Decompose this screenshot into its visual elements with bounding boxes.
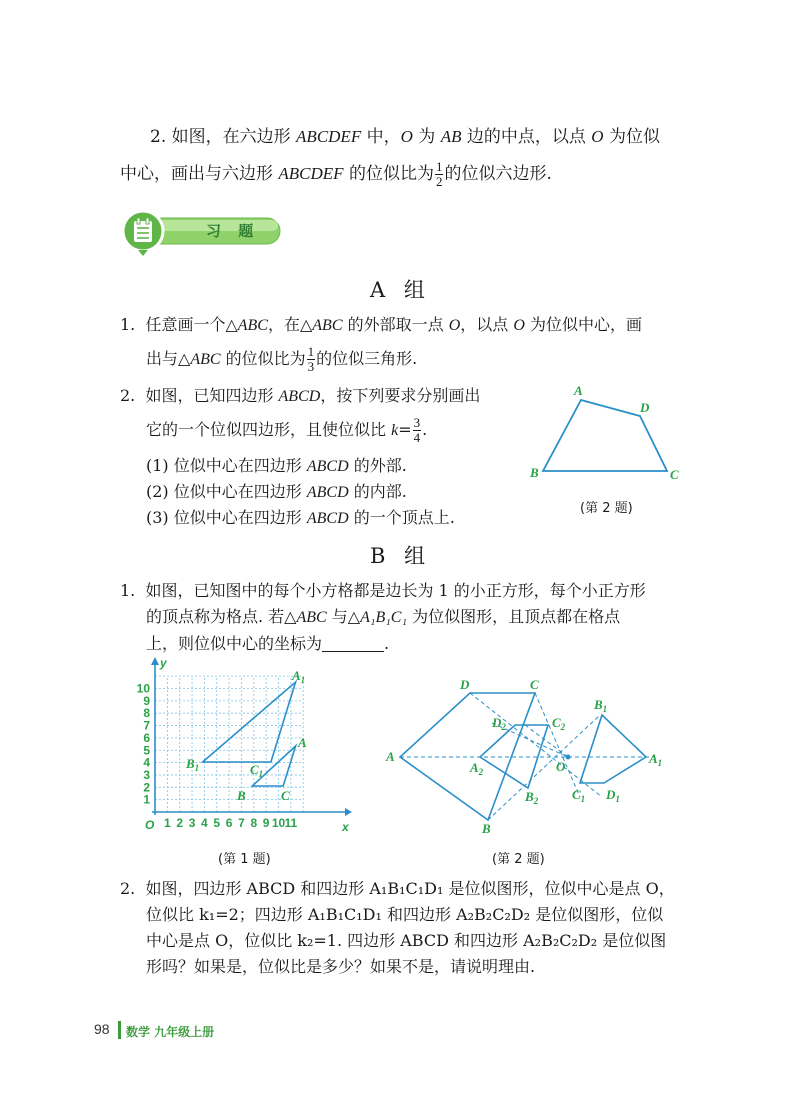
label-c: C	[281, 788, 290, 803]
denominator: 3	[307, 359, 315, 374]
homothety-figure	[380, 675, 670, 840]
text: ABCD	[306, 510, 349, 527]
x-tick-label: 7	[238, 816, 245, 830]
text: 任意画一个△	[145, 315, 238, 334]
top-problem-line2	[120, 160, 552, 189]
y-tick-label: 2	[143, 780, 150, 795]
text: 的外部取一点	[342, 315, 449, 334]
text: 的位似三角形.	[316, 349, 418, 368]
problem-number: 2.	[120, 386, 136, 405]
text: 位似比 k₁=2；四边形 A₁B₁C₁D₁ 和四边形 A₂B₂C₂D₂ 是位似图形，位似	[146, 905, 664, 924]
origin-label: O	[145, 818, 155, 832]
y-axis-label: y	[160, 656, 167, 670]
b-q1-line3	[146, 632, 389, 656]
x-tick-label: 5	[213, 816, 221, 830]
text: 它的一个位似四边形，且使位似比	[146, 420, 392, 439]
text: .	[384, 634, 390, 653]
numerator: 1	[435, 159, 443, 174]
banner-label: 习 题	[206, 222, 260, 240]
label-a: A	[574, 383, 583, 398]
text: O	[591, 127, 604, 146]
x-tick-label: 1	[164, 816, 171, 830]
text: AB	[440, 127, 462, 146]
text: 的位似比为	[220, 349, 306, 368]
label-a: A	[298, 735, 307, 750]
text: ABC	[312, 317, 343, 334]
text: 中心是点 O，位似比 k₂=1. 四边形 ABCD 和四边形 A₂B₂C₂D₂ 是位似图	[146, 931, 667, 950]
text: (1) 位似中心在四边形	[146, 456, 307, 475]
b-q2-line3	[146, 929, 666, 953]
text: ABC	[237, 317, 268, 334]
text: =	[398, 420, 412, 439]
text: ABC	[296, 609, 327, 626]
label-d2: $D_2$	[492, 715, 506, 732]
answer-blank	[322, 635, 384, 652]
label-a1: $A_1$	[649, 751, 663, 768]
text: ABCD	[306, 458, 349, 475]
problem-number: 1.	[120, 315, 136, 334]
group-b-title: B 组	[370, 544, 432, 568]
label-c: C	[530, 677, 539, 692]
label-b: B	[482, 821, 491, 836]
text: 的内部.	[348, 482, 407, 501]
text: ABCDEF	[278, 164, 344, 183]
b-q2-line4	[146, 955, 535, 979]
text: 的位似六边形.	[444, 164, 552, 184]
quadrilateral-figure	[520, 378, 700, 488]
text: (2) 位似中心在四边形	[146, 482, 307, 501]
y-tick-label: 3	[143, 767, 150, 782]
text: 的顶点称为格点. 若△	[146, 607, 297, 626]
text: 为位似图形，且顶点都在格点	[407, 607, 621, 626]
denominator: 4	[413, 430, 421, 445]
text: 中，	[361, 127, 401, 147]
numerator: 1	[307, 344, 315, 359]
label-b2: $B_2$	[525, 789, 539, 806]
x-tick-labels	[164, 816, 298, 830]
a-q2-item3	[146, 506, 455, 531]
y-tick-label: 10	[136, 681, 150, 696]
y-tick-label: 1	[143, 792, 150, 807]
text: 如图，已知图中的每个小方格都是边长为 1 的小正方形，每个小正方形	[145, 581, 646, 600]
text: O	[448, 317, 461, 334]
a-q2-line2	[146, 416, 427, 445]
y-tick-label: 4	[143, 755, 150, 770]
b-q1-line2	[146, 605, 620, 630]
a-q1-line1	[120, 313, 642, 338]
group-a-title: A 组	[370, 278, 431, 302]
fraction	[435, 160, 444, 189]
x-tick-label: 9	[262, 816, 270, 830]
x-tick-label: 8	[250, 816, 258, 830]
x-tick-label: 11	[284, 816, 298, 830]
y-tick-label: 5	[143, 743, 150, 758]
figure-caption: (第 2 题)	[492, 852, 545, 867]
label-c2: $C_2$	[552, 715, 566, 732]
text: 边的中点，以点	[461, 127, 592, 147]
notepad-icon	[134, 218, 152, 242]
b-q2-line2	[146, 903, 663, 927]
label-c1: $C_1$	[250, 762, 264, 779]
denominator: 2	[435, 174, 443, 189]
label-a1: $A_1$	[292, 668, 306, 685]
y-tick-label: 8	[143, 706, 150, 721]
text: O	[400, 127, 413, 146]
text: ABC	[190, 351, 221, 368]
label-a: A	[386, 749, 395, 764]
text: ，在△	[267, 315, 313, 334]
text: 的一个顶点上.	[348, 508, 455, 527]
label-b: B	[237, 788, 246, 803]
problem-number: 2.	[120, 879, 136, 898]
label-b1: $B_1$	[594, 697, 608, 714]
x-axis-arrow	[345, 808, 352, 816]
coordinate-grid-figure	[130, 655, 355, 837]
center-point-o	[566, 755, 571, 760]
quadrilateral-a1b1c1d1	[580, 715, 646, 783]
y-tick-labels	[137, 682, 151, 807]
text: 的外部.	[348, 456, 407, 475]
x-tick-label: 10	[271, 816, 286, 830]
text: 的位似比为	[343, 164, 434, 184]
text: 为位似中心，画	[524, 315, 642, 334]
a-q2-item1	[146, 454, 407, 479]
problem-number: 2.	[150, 127, 167, 147]
text: 如图，在六边形	[171, 127, 297, 147]
b-q1-line1	[120, 579, 646, 603]
fraction	[307, 345, 316, 374]
text: ABCDEF	[296, 127, 362, 146]
y-axis-arrow	[151, 657, 159, 665]
figure-caption: (第 1 题)	[218, 852, 271, 867]
label-c: C	[670, 467, 679, 482]
text: ，按下列要求分别画出	[320, 386, 481, 405]
text: k	[391, 422, 399, 439]
label-b: B	[530, 465, 539, 480]
text: ABCD	[306, 484, 349, 501]
x-axis-label: x	[342, 820, 349, 834]
label-d: D	[460, 677, 470, 692]
x-tick-label: 3	[188, 816, 196, 830]
a-q2-line1	[120, 384, 480, 409]
label-c1: $C_1$	[572, 787, 586, 804]
text: ABCD	[278, 388, 321, 405]
page-number: 98	[94, 1021, 110, 1037]
label-d1: $D_1$	[606, 787, 620, 804]
label-d: D	[640, 400, 650, 415]
text: 中心，画出与六边形	[120, 164, 279, 184]
book-title: 数学 九年级上册	[126, 1025, 215, 1039]
y-tick-label: 7	[143, 718, 150, 733]
text: 如图，四边形 ABCD 和四边形 A₁B₁C₁D₁ 是位似图形，位似中心是点 O，	[145, 879, 675, 898]
text: 为	[412, 127, 441, 147]
x-tick-label: 4	[201, 816, 208, 830]
label-o: O	[556, 759, 566, 774]
text: O	[513, 317, 525, 334]
label-b1: $B_1$	[186, 756, 200, 773]
text: 出与△	[146, 349, 191, 368]
label-a2: $A_2$	[470, 760, 484, 777]
numerator: 3	[413, 415, 421, 430]
text: 与△	[326, 607, 361, 626]
figure-caption: (第 2 题)	[580, 501, 633, 516]
fraction	[413, 416, 422, 445]
text: 上，则位似中心的坐标为	[146, 634, 323, 653]
text: 形吗？如果是，位似比是多少？如果不是，请说明理由.	[146, 957, 536, 976]
text: 如图，已知四边形	[145, 386, 279, 405]
top-problem-line1	[150, 125, 660, 149]
text: A₁B₁C₁	[360, 609, 408, 626]
y-tick-label: 6	[143, 730, 150, 745]
b-q2-line1	[120, 877, 675, 901]
a-q2-item2	[146, 480, 407, 505]
x-tick-label: 6	[225, 816, 233, 830]
text: (3) 位似中心在四边形	[146, 508, 307, 527]
y-tick-label: 9	[143, 693, 150, 708]
x-tick-label: 2	[176, 816, 184, 830]
text: 为位似	[603, 127, 660, 147]
text: .	[422, 420, 428, 439]
text: ，以点	[460, 315, 514, 334]
footer-divider	[118, 1021, 121, 1039]
a-q1-line2	[146, 345, 417, 374]
problem-number: 1.	[120, 581, 136, 600]
